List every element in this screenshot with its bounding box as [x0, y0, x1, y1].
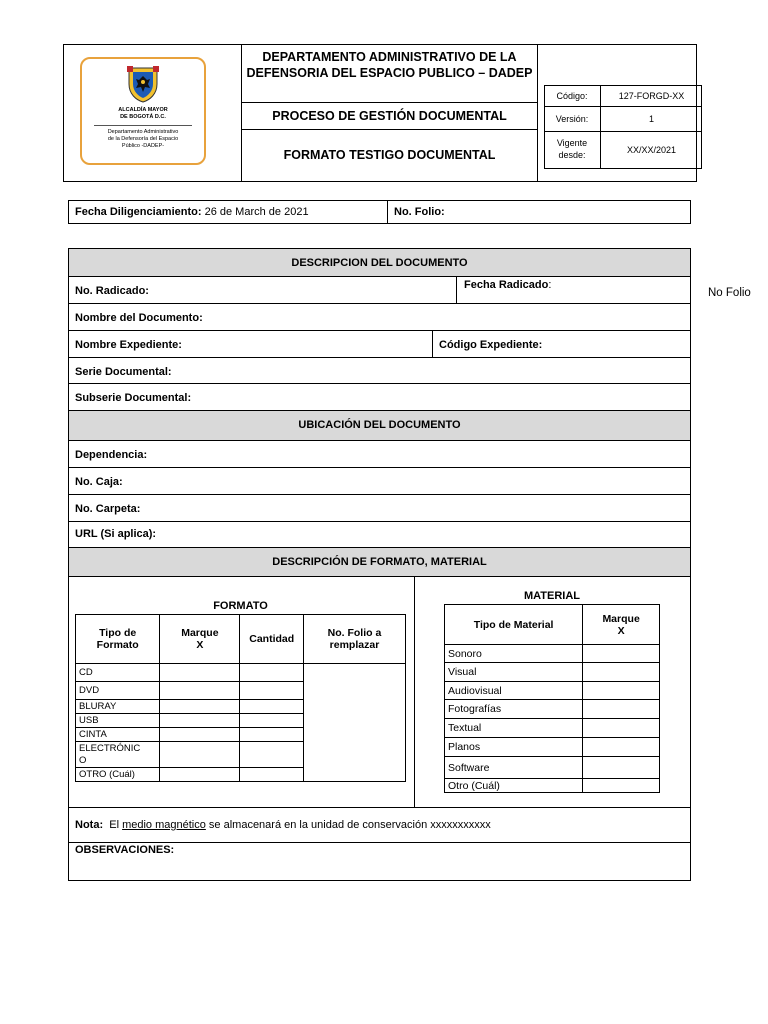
formato-table: Tipo de Formato Marque X Cantidad No. Folio a remplazar CD DVD BLURAY USB CINTA ELECTRÓNIC O OTRO (Cuál) [75, 614, 406, 782]
field-url[interactable]: URL (Si aplica): [68, 522, 691, 548]
vigente-label: Vigente desde: [556, 138, 588, 160]
codigo-label: Código: [556, 91, 588, 101]
table-row: Sonoro [445, 645, 660, 663]
format-title: FORMATO TESTIGO DOCUMENTAL [283, 148, 496, 162]
table-row: CINTA [76, 728, 406, 742]
field-caja[interactable]: No. Caja: [68, 468, 691, 495]
table-row: Otro (Cuál) [445, 779, 660, 793]
fecha-row [68, 200, 691, 224]
divider [537, 44, 538, 182]
field-nombre-documento[interactable]: Nombre del Documento: [68, 304, 691, 331]
dadep-logo [80, 57, 206, 165]
coat-of-arms-icon [125, 66, 161, 104]
observaciones-label: OBSERVACIONES: [75, 844, 175, 856]
table-row: Planos [445, 738, 660, 757]
divider [241, 129, 538, 130]
codigo-expediente-label: Código Expediente: [439, 339, 543, 351]
formato-title: FORMATO [213, 600, 268, 612]
table-row: ELECTRÓNIC O [76, 742, 406, 768]
material-title: MATERIAL [523, 590, 580, 602]
table-row: Visual [445, 663, 660, 682]
logo-text: Departamento Administrativo [107, 129, 179, 135]
folio-label: No. Folio: [394, 206, 445, 218]
section-header-descripcion: DESCRIPCION DEL DOCUMENTO [68, 248, 691, 277]
divider [241, 102, 538, 103]
logo-text: DE BOGOTÁ D.C. [120, 114, 166, 120]
table-row: CD [76, 664, 406, 682]
nota-row: Nota: El medio magnético se almacenará en la unidad de conservación xxxxxxxxxxx [68, 808, 691, 843]
logo-text: Público -DADEP- [121, 143, 165, 149]
codigo-value: 127-FORGD-XX [618, 91, 685, 101]
field-no-radicado[interactable]: No. Radicado: Fecha Radicado: [68, 277, 691, 304]
side-note: No Folio [708, 287, 751, 299]
table-row: Software [445, 757, 660, 779]
version-value: 1 [648, 114, 654, 124]
version-label: Versión: [555, 114, 589, 124]
table-row: Textual [445, 719, 660, 738]
field-carpeta[interactable]: No. Carpeta: [68, 495, 691, 522]
table-row: DVD [76, 682, 406, 700]
section-header-formato: DESCRIPCIÓN DE FORMATO, MATERIAL [68, 548, 691, 577]
process-title: PROCESO DE GESTIÓN DOCUMENTAL [272, 109, 507, 123]
section-header-ubicacion: UBICACIÓN DEL DOCUMENTO [68, 411, 691, 441]
fecha-radicado-label: Fecha Radicado: [464, 279, 552, 291]
logo-text: de la Defensoría del Espacio [107, 136, 179, 142]
table-row: OTRO (Cuál) [76, 768, 406, 782]
table-row: Fotografías [445, 700, 660, 719]
field-dependencia[interactable]: Dependencia: [68, 441, 691, 468]
medio-magnetico-link: medio magnético [122, 819, 206, 831]
org-title: DEPARTAMENTO ADMINISTRATIVO DE LA DEFENSORIA DEL ESPACIO PUBLICO – DADEP [246, 50, 533, 80]
table-row: USB [76, 714, 406, 728]
vigente-value: XX/XX/2021 [626, 145, 677, 155]
observaciones-row[interactable] [68, 843, 691, 881]
table-row: Audiovisual [445, 682, 660, 700]
material-table: Tipo de Material Marque X Sonoro Visual Audiovisual Fotografías Textual Planos Software Otro (Cuál) [444, 604, 660, 793]
logo-text: ALCALDÍA MAYOR [118, 107, 168, 113]
table-row: BLURAY [76, 700, 406, 714]
field-nombre-expediente[interactable]: Nombre Expediente: Código Expediente: [68, 331, 691, 358]
fecha-label: Fecha Diligenciamiento: [75, 206, 202, 218]
fecha-value[interactable]: 26 de March de 2021 [204, 206, 309, 218]
nota-label: Nota: [75, 819, 104, 831]
field-serie[interactable]: Serie Documental: [68, 358, 691, 384]
field-subserie[interactable]: Subserie Documental: [68, 384, 691, 411]
